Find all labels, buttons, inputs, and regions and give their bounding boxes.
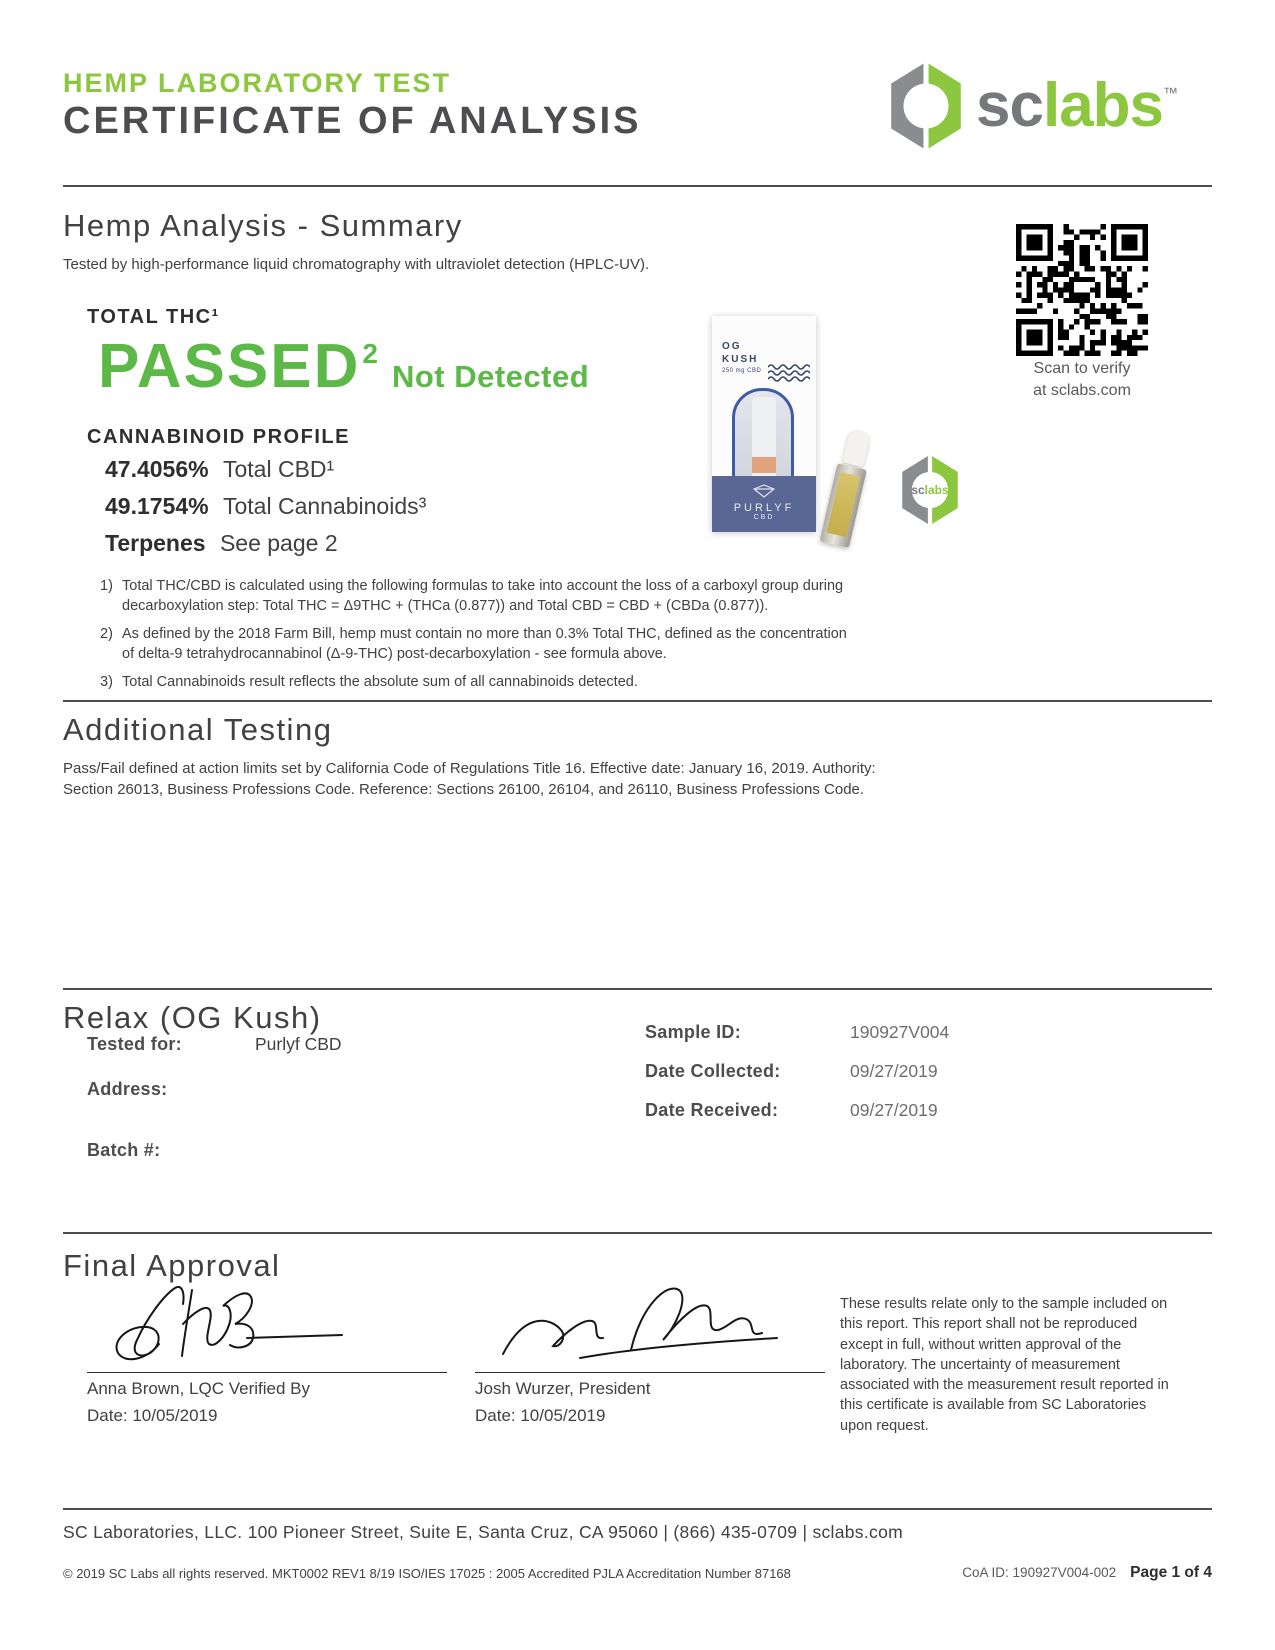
cartridge-oil xyxy=(827,472,860,537)
result-footnote-sup: 2 xyxy=(362,338,378,369)
profile-row-total-cbd xyxy=(105,456,426,483)
date-collected-value: 09/27/2019 xyxy=(850,1061,938,1081)
tested-for-label: Tested for: xyxy=(87,1034,182,1054)
footnote-2 xyxy=(100,624,850,664)
total-cannabinoids-value: 49.1754% xyxy=(105,493,209,519)
brand-name-text: PURLYF xyxy=(733,502,795,514)
sample-title: Relax (OG Kush) xyxy=(63,1000,322,1035)
date-received-row xyxy=(645,1100,949,1121)
date-collected-row xyxy=(645,1061,949,1082)
address-label: Address: xyxy=(87,1079,168,1099)
divider xyxy=(63,1232,1212,1234)
sclabs-badge xyxy=(898,454,962,526)
divider xyxy=(63,185,1212,187)
cannabinoid-profile-rows xyxy=(105,456,426,567)
footnote-3 xyxy=(100,672,850,692)
qc-sign-date: Date: 10/05/2019 xyxy=(87,1406,218,1425)
cartridge-oil-band xyxy=(752,457,776,473)
signature-block-president xyxy=(475,1288,825,1426)
final-approval-title: Final Approval xyxy=(63,1248,281,1283)
total-cbd-label: Total CBD¹ xyxy=(222,456,335,482)
divider xyxy=(63,988,1212,990)
product-box xyxy=(712,316,816,532)
result-passed-text: PASSED xyxy=(98,332,361,401)
additional-testing-body: Pass/Fail defined at action limits set by California Code of Regulations Title 16. Effective date: January 16, 2019. Authority: Section 26013, Business Professions Code. Reference: Sections 26100, 26104, and 26110, Business Professions Code. xyxy=(63,760,876,798)
president-signature-image xyxy=(485,1276,785,1376)
product-brand-band xyxy=(712,476,816,532)
sample-info-right xyxy=(645,1022,949,1139)
badge-sc-text: sc xyxy=(911,483,925,497)
badge-labs-text: labs xyxy=(924,483,949,497)
footnote-3-text: Total Cannabinoids result reflects the absolute sum of all cannabinoids detected. xyxy=(122,674,638,690)
page-title: CERTIFICATE OF ANALYSIS xyxy=(63,100,642,142)
president-signer-name: Josh Wurzer, President xyxy=(475,1379,651,1398)
sample-id-value: 190927V004 xyxy=(850,1022,950,1042)
total-cannabinoids-label: Total Cannabinoids³ xyxy=(222,493,427,519)
date-collected-label: Date Collected: xyxy=(645,1061,781,1081)
sclabs-hexagon-icon xyxy=(886,62,966,150)
divider xyxy=(63,700,1212,702)
logo-trademark: ™ xyxy=(1163,85,1178,102)
terpenes-label: See page 2 xyxy=(219,530,338,556)
additional-testing-title: Additional Testing xyxy=(63,712,333,747)
product-photo xyxy=(660,310,980,550)
total-thc-label: TOTAL THC¹ xyxy=(87,306,220,328)
product-name-line1: OG xyxy=(722,341,742,352)
product-name-text xyxy=(722,340,758,366)
coa-id-text: CoA ID: 190927V004-002 xyxy=(962,1565,1117,1580)
sclabs-logo xyxy=(886,62,1177,150)
vape-cartridge-image xyxy=(819,428,875,550)
footnote-2-marker: 2) xyxy=(100,626,113,642)
batch-row xyxy=(87,1140,342,1161)
footnote-1-marker: 1) xyxy=(100,578,113,594)
wave-pattern-icon xyxy=(768,364,810,384)
cartridge-tip xyxy=(842,429,871,467)
footnote-1-text: Total THC/CBD is calculated using the following formulas to take into account the loss of a carboxyl group during decarboxylation step: Total THC = Δ9THC + (THCa (0.877)) and Total CBD = CBD + (CBDa (0.877)). xyxy=(122,578,844,614)
results-disclaimer: These results relate only to the sample included on this report. This report shall not be reproduced except in full, without written approval of the laboratory. The uncertainty of measurement associated with the measurement result reported in this certificate is available from SC Laboratories upon request. xyxy=(840,1296,1169,1434)
qr-caption-line1: Scan to verify xyxy=(1033,360,1131,377)
qc-signature-image xyxy=(97,1276,377,1376)
thc-result xyxy=(98,332,590,401)
footnote-2-text: As defined by the 2018 Farm Bill, hemp must contain no more than 0.3% Total THC, defined as the concentration of delta-9 tetrahydrocannabinol (Δ-9-THC) post-decarboxylation - see formula above. xyxy=(122,626,847,662)
president-sign-date: Date: 10/05/2019 xyxy=(475,1406,606,1425)
footer-right xyxy=(962,1564,1212,1582)
sclabs-wordmark xyxy=(976,71,1178,140)
total-cbd-value: 47.4056% xyxy=(105,456,209,482)
divider xyxy=(63,1508,1212,1510)
sample-id-label: Sample ID: xyxy=(645,1022,742,1042)
cannabinoid-profile-label: CANNABINOID PROFILE xyxy=(87,426,350,448)
lab-contact-line: SC Laboratories, LLC. 100 Pioneer Street, Suite E, Santa Cruz, CA 95060 | (866) 435-0709 | sclabs.com xyxy=(63,1522,903,1542)
summary-footnotes xyxy=(100,576,850,700)
sample-info-left xyxy=(87,1034,342,1185)
qr-code xyxy=(1016,224,1148,356)
product-name-line2: KUSH xyxy=(722,354,759,365)
cartridge-body xyxy=(820,463,867,548)
tested-for-row xyxy=(87,1034,342,1055)
sclabs-badge-text xyxy=(898,483,962,497)
logo-labs-text: labs xyxy=(1042,71,1164,140)
copyright-accreditation-line: © 2019 SC Labs all rights reserved. MKT0002 REV1 8/19 ISO/IES 17025 : 2005 Accredited PJLA Accreditation Number 87168 xyxy=(63,1566,791,1581)
signature-block-qc xyxy=(87,1288,447,1426)
brand-diamond-icon xyxy=(751,484,777,498)
date-received-value: 09/27/2019 xyxy=(850,1100,938,1120)
tested-for-value: Purlyf CBD xyxy=(255,1034,342,1054)
product-dose-text: 250 mg CBD xyxy=(722,368,762,374)
qr-caption-line2: at sclabs.com xyxy=(1033,382,1131,399)
batch-label: Batch #: xyxy=(87,1140,161,1160)
page-number-text: Page 1 of 4 xyxy=(1130,1564,1212,1581)
address-row xyxy=(87,1079,342,1100)
logo-sc-text: sc xyxy=(976,71,1043,140)
summary-section-title: Hemp Analysis - Summary xyxy=(63,208,463,243)
profile-row-total-cannabinoids xyxy=(105,493,426,520)
summary-method-text: Tested by high-performance liquid chromatography with ultraviolet detection (HPLC-UV). xyxy=(63,256,650,273)
footnote-1 xyxy=(100,576,850,616)
terpenes-value: Terpenes xyxy=(105,530,206,556)
date-received-label: Date Received: xyxy=(645,1100,779,1120)
sample-id-row xyxy=(645,1022,949,1043)
profile-row-terpenes xyxy=(105,530,426,557)
report-type-label: HEMP LABORATORY TEST xyxy=(63,68,452,98)
qc-signer-name: Anna Brown, LQC Verified By xyxy=(87,1379,311,1398)
result-detail-text: Not Detected xyxy=(391,359,590,394)
brand-sub-text: CBD xyxy=(753,514,775,521)
footnote-3-marker: 3) xyxy=(100,674,113,690)
